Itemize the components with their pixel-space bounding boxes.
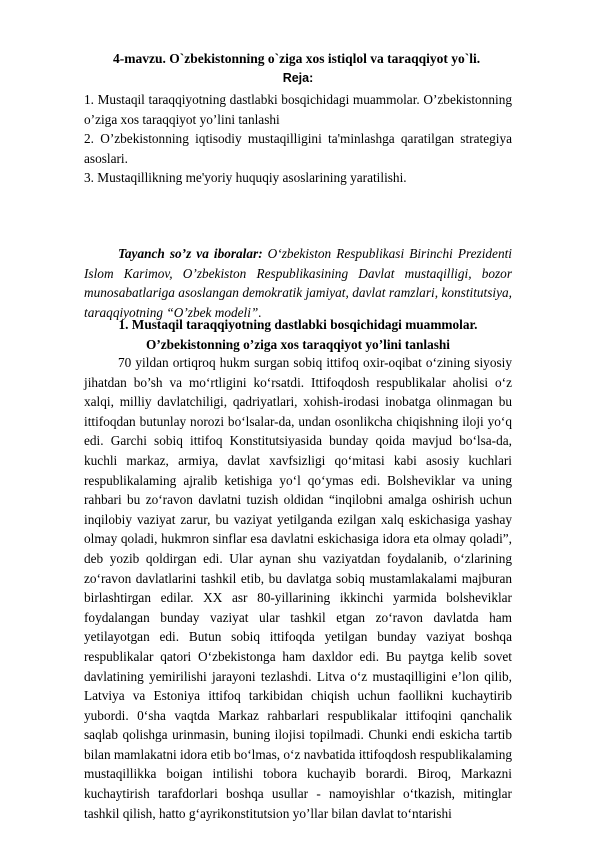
- plan-heading: Reja:: [282, 71, 314, 85]
- plan-list: [84, 90, 512, 188]
- page-title: 4-mavzu. O`zbekistonning o`ziga xos istiqlol va taraqqiyot yo`li.: [113, 51, 481, 66]
- body-paragraph: 70 yildan ortiqroq hukm surgan sobiq ittifoq oxir-oqibat o‘zining siyosiy jihatdan bo’sh va mo‘rtligini ko‘rsatdi. Ittifoqdosh respublikalar aholisi o‘z xalqi, milliy davlatchiligi, qadriyatlari, xohish-irodasi inobatga olinmagan bu ittifoqdan butunlay norozi bo‘lsalar-da, undan osonlikcha chiqishning iloji yo‘q edi. Garchi sobiq ittifoq Konstitutsiyasida bunday qoida mavjud bo‘lsa-da, kuchli markaz, armiya, davlat xavfsizligi qo‘mitasi kabi asosiy kuchlari respublikalaming ajralib ketishiga yo‘l qo‘ymas edi. Bolsheviklar va uning rahbari bu zo‘ravon davlatni tuzish oldidan “inqilobni amalga oshirish uchun inqilobiy vaziyat zarur, bu vaziyat yetilganda ezilgan xalq eskichasiga yashay olmay qoladi, hukmron sinflar esa davlatni eskichasiga idora eta olmay qoladi”, deb yozib qoldirgan edi. Ular aynan shu vaziyatdan foydalanib, o‘zlarining zo‘ravon davlatlarini tashkil etib, bu davlatga sobiq mustamlakalami majburan birlashtirgan edilar. XX asr 80-yillarining ikkinchi yarmida bolsheviklar foydalangan bunday vaziyat ular tashkil etgan zo‘ravon davlatda ham yetilayotgan edi. Butun sobiq ittifoqda yetilgan bunday vaziyat boshqa respublikalar qatori O‘zbekistonga ham daxldor edi. Bu paytga kelib sovet davlatining yemirilishi jarayoni tezlashdi. Litva o‘z mustaqilligini e’lon qilib, Latviya va Estoniya ittifoq tarkibidan chiqish uchun faollikni kuchaytirib yubordi. 0‘sha vaqtda Markaz rahbarlari respublikalar ittifoqini qanchalik saqlab qolishga urinmasin, buning ilojisi topilmadi. Chunki endi eskicha tartib bilan mamlakatni idora etib bo‘lmas, o‘z navbatida ittifoqdosh respublikalaming mustaqillikka boigan intilishi tobora kuchayib borardi. Biroq, Markazni kuchaytirish tarafdorlari boshqa usullar - namoyishlar o‘tkazish, mitinglar tashkil qilish, hatto g‘ayrikonstitutsion yo’llar bilan davlat to‘ntarishi: [84, 355, 512, 821]
- plan-item-1: 1. Mustaqil taraqqiyotning dastlabki bosqichidagi muammolar. O’zbekistonning o’ziga xos taraqqiyot yo’lini tanlashi: [84, 92, 512, 127]
- section-heading-line-1: 1. Mustaqil taraqqiyotning dastlabki bosqichidagi muammolar.: [118, 317, 478, 332]
- plan-item-2: 2. O’zbekistonning iqtisodiy mustaqilligini ta'minlashga qaratilgan strategiya asoslari.: [84, 131, 512, 166]
- section-heading-line-2: O’zbekistonning o’ziga xos taraqqiyot yo’lini tanlashi: [145, 336, 451, 352]
- keywords-text: O‘zbekiston Respublikasi Birinchi Prezidenti Islom Karimov, O’zbekiston Respublikasining Davlat mustaqilligi, bozor munosabatlariga asoslangan demokratik jamiyat, davlat ramzlari, konstitutsiya, taraqqiyotning “O’zbek modeli”.: [84, 246, 512, 320]
- keywords-paragraph: [84, 244, 512, 322]
- keywords-label: Tayanch so’z va iboralar:: [118, 246, 263, 261]
- section-heading: [84, 315, 512, 354]
- plan-item-3: 3. Mustaqillikning me'yoriy huquqiy asoslarining yaratilishi.: [84, 170, 407, 186]
